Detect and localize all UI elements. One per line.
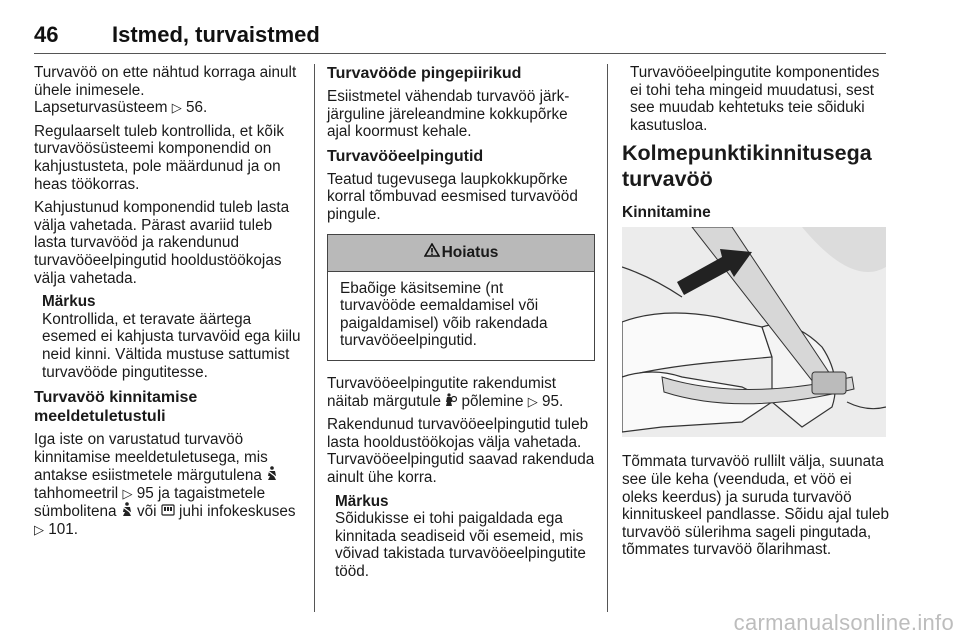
note-block (335, 493, 595, 581)
ref-arrow-icon: ▷ (171, 100, 182, 116)
seatbelt-icon (266, 467, 278, 484)
rear-seat-icon (161, 503, 179, 520)
heading-pretensioners: Turvavööeelpingutid (327, 147, 484, 165)
paragraph-one-time: Rakendunud turvavööeelpingutid tuleb lasta hooldustöökojas välja vahetada. Turvavööeelpingutid saavad rakenduda ainult ühe korra. (327, 416, 595, 486)
note-text: Kontrollida, et teravate äärtega esemed ei kahjusta turvavöid ega kiilu neid kinni. Vältida mustuse sattumist turvavööde pingutitesse. (42, 310, 301, 381)
paragraph-fastening-steps: Tõmmata turvavöö rullilt välja, suunata see üle keha (veenduda, et vöö ei oleks keerdus) ja suruda turvavöö kinnituskeel pandlasse. Sõidu ajal tuleb turvavöö sülerihma sageli pingutada, tõmmates turvavöö õlarihmast. (622, 453, 890, 559)
note-text: Sõidukisse ei tohi paigaldada ega kinnitada seadiseid või esemeid, mis võivad takistada turvavööeelpingutite tööd. (335, 510, 586, 580)
ref-arrow-icon: ▷ (34, 522, 44, 538)
warning-header (328, 235, 594, 272)
warning-box (327, 234, 595, 361)
page-title: Istmed, turvaistmed (112, 22, 320, 47)
note-title: Märkus (42, 293, 96, 311)
paragraph-frontal-collision: Teatud tugevusega laupkokkupõrke korral tõmbuvad eesmised turvavööd pingule. (327, 170, 578, 223)
paragraph-reminder: Iga iste on varustatud turvavöö kinnitamise meeldetuletusega, mis antakse esiistmetele märgutulena tahhomeetril ▷ 95 ja tagaistmetele sümbolitena või juhi infokeskuses ▷ 101. (34, 431, 296, 539)
seatbelt-illustration (622, 227, 886, 437)
note-title: Märkus (335, 492, 389, 510)
note-block (42, 293, 302, 381)
heading-pretensioner: Turvavööde pingepiirikud (327, 65, 522, 82)
paragraph-load-limiter: Esiistmetel vähendab turvavöö järk-järguline järeleandmine kokkupõrke ajal koormust kehale. (327, 88, 570, 141)
column-divider-2 (607, 64, 608, 612)
paragraph-inspection: Regulaarselt tuleb kontrollida, et kõik turvavöösüsteemi komponendid on kahjustusteta, pole määrdunud ja on heas töökorras. (34, 122, 284, 193)
warning-triangle-icon (424, 243, 440, 262)
header-divider (34, 53, 886, 54)
page-header (34, 22, 886, 52)
column-3 (622, 64, 890, 565)
column-divider-1 (314, 64, 315, 612)
seatbelt-icon (121, 503, 137, 520)
paragraph-modifications: Turvavööeelpingutite komponentides ei tohi teha mingeid muudatusi, sest see muudab kehtetuks teie sõiduki kasutusloa. (630, 64, 880, 134)
page-number: 46 (34, 22, 59, 47)
heading-fastening: Kinnitamine (622, 204, 711, 222)
heading-three-point-belt: Kolmepunktikinnitusega turvavöö (622, 141, 872, 192)
column-1 (34, 64, 302, 545)
column-2 (327, 64, 595, 587)
watermark: carmanualsonline.info (733, 610, 954, 635)
airbag-indicator-icon (445, 393, 461, 410)
ref-arrow-icon: ▷ (122, 485, 133, 501)
warning-text: Ebaõige käsitsemine (nt turvavööde eemaldamisel või paigaldamisel) võib rakendada turvavööeelpingutid. (340, 279, 548, 350)
paragraph-one-person: Turvavöö on ette nähtud korraga ainult ühele inimesele. Lapseturvasüsteem ▷ 56. (34, 64, 297, 117)
heading-reminder: Turvavöö kinnitamise meeldetuletustuli (34, 389, 198, 426)
paragraph-replacement: Kahjustunud komponendid tuleb lasta välja vahetada. Pärast avariid tuleb lasta turvavööd ja rakendunud turvavööeelpingutid hooldustöökojas välja vahetada. (34, 199, 290, 287)
warning-title: Hoiatus (441, 243, 499, 261)
paragraph-indicator: Turvavööeelpingutite rakendumist näitab märgutule põlemine ▷ 95. (327, 374, 564, 410)
ref-arrow-icon: ▷ (527, 393, 538, 409)
